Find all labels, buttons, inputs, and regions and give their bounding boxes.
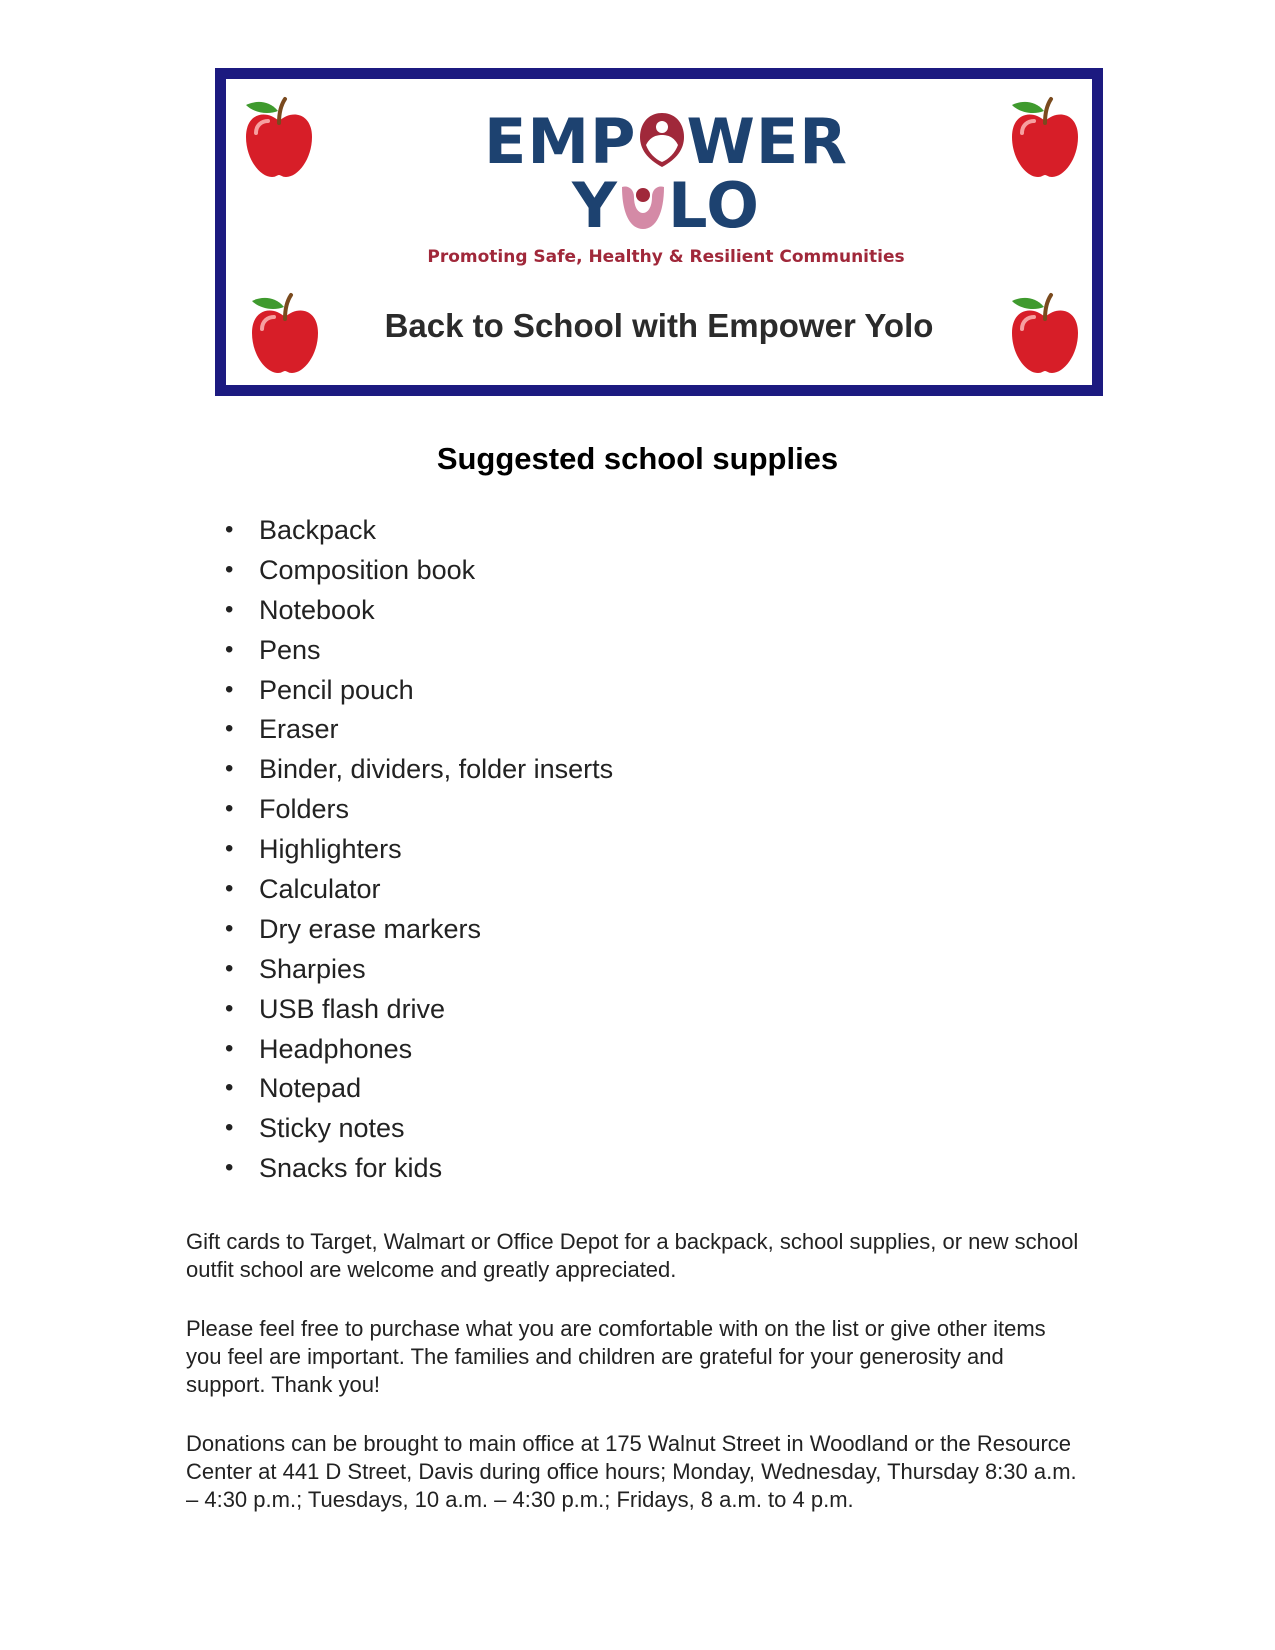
list-item: • Notepad (225, 1073, 613, 1113)
list-item: • Binder, dividers, folder inserts (225, 754, 613, 794)
logo-text-emp: EMP (484, 105, 637, 178)
list-item: • Pens (225, 635, 613, 675)
banner (215, 68, 1103, 396)
list-item: • Folders (225, 794, 613, 834)
logo-text-y: Y (572, 169, 618, 242)
list-item: • Eraser (225, 714, 613, 754)
logo-text-wer: WER (686, 105, 848, 178)
empower-yolo-logo (456, 105, 876, 242)
page-heading: Suggested school supplies (436, 441, 839, 476)
banner-title: Back to School with Empower Yolo (384, 307, 934, 344)
apple-icon (1006, 289, 1084, 379)
list-item: • Dry erase markers (225, 914, 613, 954)
list-item: • Highlighters (225, 834, 613, 874)
list-item: • Notebook (225, 595, 613, 635)
logo-text-lo: LO (667, 169, 760, 242)
logo-tagline: Promoting Safe, Healthy & Resilient Communities (427, 247, 905, 267)
apple-icon (1006, 93, 1084, 183)
list-item: • Snacks for kids (225, 1153, 613, 1193)
list-item: • Sticky notes (225, 1113, 613, 1153)
list-item: • Pencil pouch (225, 675, 613, 715)
list-item: • Calculator (225, 874, 613, 914)
list-item: • Backpack (225, 515, 613, 555)
donations-paragraph: Donations can be brought to main office at 175 Walnut Street in Woodland or the Resource Center at 441 D Street, Davis during office hours; Monday, Wednesday, Thursday 8:30 a.m. – 4:30 p.m.; Tuesdays, 10 a.m. – 4:30 p.m.; Fridays, 8 a.m. to 4 p.m. (186, 1431, 1077, 1512)
logo-line-empower (456, 105, 876, 178)
list-item: • Sharpies (225, 954, 613, 994)
apple-icon (240, 93, 318, 183)
supplies-list (225, 515, 613, 1193)
thanks-paragraph: Please feel free to purchase what you are comfortable with on the list or give other items you feel are important. The families and children are grateful for your generosity and support. Thank you! (186, 1316, 1046, 1397)
gift-cards-paragraph: Gift cards to Target, Walmart or Office Depot for a backpack, school supplies, or new school outfit school are welcome and greatly appreciated. (186, 1229, 1079, 1282)
person-o-icon (637, 109, 687, 171)
person-u-icon (618, 173, 668, 235)
logo-line-yolo (456, 169, 876, 242)
apple-icon (246, 289, 324, 379)
list-item: • Headphones (225, 1034, 613, 1074)
list-item: • USB flash drive (225, 994, 613, 1034)
list-item: • Composition book (225, 555, 613, 595)
